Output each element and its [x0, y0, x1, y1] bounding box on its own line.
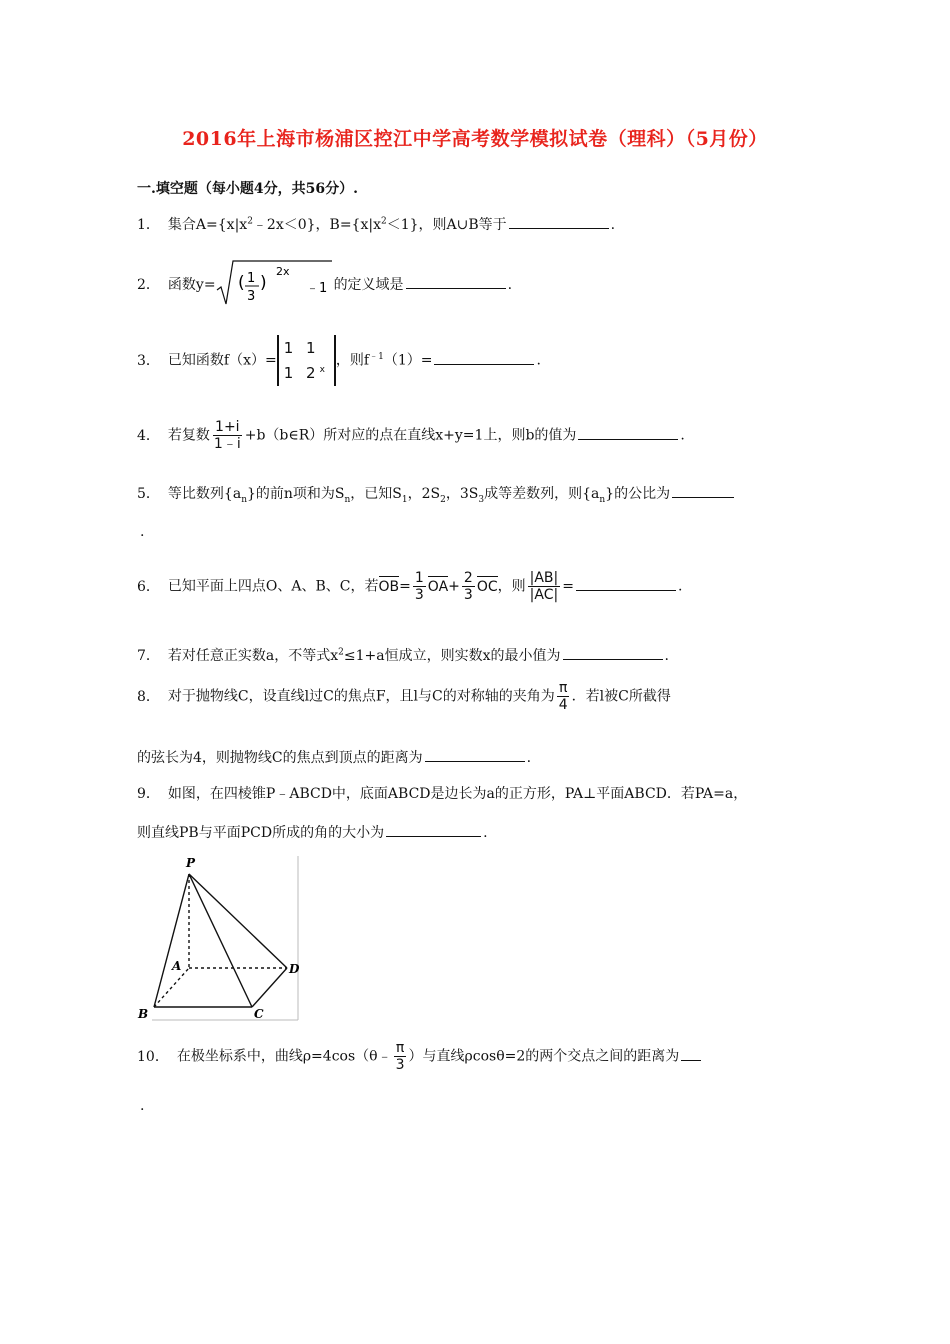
question-1 [137, 214, 615, 234]
answer-blank[interactable] [672, 483, 734, 498]
vector-oc: OC [476, 578, 498, 595]
superscript: x [319, 365, 329, 375]
edge-cd [252, 968, 287, 1007]
vector-ratio [528, 570, 561, 603]
question-text: （1）= [383, 352, 433, 369]
vector-oa: OA [427, 578, 449, 595]
question-end: . [664, 648, 669, 664]
answer-blank[interactable] [576, 576, 676, 591]
question-end: . [536, 352, 541, 369]
question-number: 4． [137, 427, 160, 444]
question-7 [137, 645, 669, 665]
frac-numerator: 1 [246, 271, 255, 286]
question-end: . [680, 427, 685, 444]
question-text: 如图，在四棱锥P﹣ABCD中，底面ABCD是边长为a的正方形，PA⊥平面ABCD．若PA=a， [167, 786, 748, 802]
question-6 [137, 570, 682, 603]
page-title: 2016年上海市杨浦区控江中学高考数学模拟试卷（理科）（5月份） [182, 128, 768, 150]
exponent: 2x [275, 265, 290, 278]
question-9 [137, 783, 747, 803]
question-number: 10． [137, 1048, 169, 1065]
superscript: 2 [247, 216, 253, 227]
question-text: 的定义域是 [333, 277, 404, 293]
question-text: ，则 [497, 578, 526, 595]
question-5-end: . [140, 524, 145, 540]
edge-pd [189, 874, 287, 968]
question-text: ．若l被C所截得 [571, 688, 671, 705]
det-row-1: 1 1 [283, 339, 320, 357]
fraction [413, 570, 426, 603]
frac-denominator: 3 [463, 587, 473, 603]
vertex-label-d: D [289, 962, 300, 976]
question-text: ﹣2x＜0}，B={x|x [252, 217, 381, 233]
question-10 [137, 1040, 703, 1073]
question-text: ，3S [445, 486, 479, 502]
question-end: . [507, 277, 513, 293]
frac-denominator: |AC| [529, 587, 559, 603]
question-text: +b（b∈R）所对应的点在直线x+y=1上，则b的值为 [244, 427, 577, 444]
question-text: ≤1+a恒成立，则实数x的最小值为 [343, 648, 561, 664]
minus-one: ﹣1 [305, 281, 327, 296]
plus-sign: + [448, 578, 460, 595]
question-text: }的前n项和为S [246, 486, 345, 502]
superscript: 2 [380, 216, 387, 227]
superscript: 2 [338, 647, 344, 658]
question-10-end: . [140, 1098, 145, 1114]
superscript: ﹣1 [369, 351, 384, 362]
answer-blank[interactable] [578, 425, 678, 440]
question-end: . [526, 750, 532, 766]
question-text: 若对任意正实数a，不等式x [167, 648, 339, 664]
frac-numerator: 1 [414, 570, 424, 586]
fraction [394, 1040, 407, 1073]
frac-denominator: 3 [246, 289, 255, 304]
question-9-line-2 [137, 822, 488, 842]
frac-numerator: 1+i [215, 419, 240, 435]
question-text: }的公比为 [605, 486, 671, 502]
question-4 [137, 419, 685, 452]
vertex-label-a: A [172, 959, 182, 973]
fraction [212, 419, 243, 452]
question-number: 6． [137, 578, 160, 595]
question-text: 函数y= [167, 277, 216, 293]
question-number: 9． [137, 786, 160, 802]
answer-blank[interactable] [681, 1046, 701, 1061]
frac-numerator: π [558, 680, 568, 696]
svg-text:): ) [259, 273, 267, 293]
question-number: 7． [137, 648, 160, 664]
question-number: 5． [137, 486, 160, 502]
vertex-label-p: P [186, 856, 196, 870]
frac-numerator: π [395, 1040, 405, 1056]
frac-denominator: 4 [558, 697, 568, 713]
determinant [277, 335, 336, 386]
question-text: ＜1}，则A∪B等于 [386, 217, 507, 233]
frac-numerator: 2 [463, 570, 473, 586]
subscript: n [599, 494, 606, 505]
frac-numerator: |AB| [529, 570, 559, 586]
fraction [462, 570, 475, 603]
question-5 [137, 483, 736, 505]
question-number: 8． [137, 688, 160, 705]
det-row-2: 1 2 [283, 364, 320, 382]
frac-denominator: 3 [395, 1057, 405, 1073]
edge-pc [189, 874, 252, 1007]
fraction [557, 680, 570, 713]
answer-blank[interactable] [406, 274, 506, 289]
answer-blank[interactable] [386, 822, 481, 837]
question-text: 的弦长为4，则抛物线C的焦点到顶点的距离为 [137, 750, 423, 766]
question-8-line-2 [137, 747, 531, 767]
question-text: ，则f [335, 352, 370, 369]
question-text: 已知函数f（x）= [167, 352, 277, 369]
vector-ob: OB [378, 578, 400, 595]
pyramid-figure [132, 852, 304, 1024]
question-text: 在极坐标系中，曲线ρ=4cos（θ﹣ [176, 1048, 392, 1065]
answer-blank[interactable] [425, 747, 525, 762]
question-3 [137, 335, 541, 386]
question-text: 对于抛物线C，设直线l过C的焦点F，且l与C的对称轴的夹角为 [167, 688, 555, 705]
question-text: 成等差数列，则{a [484, 486, 600, 502]
question-text: 则直线PB与平面PCD所成的角的大小为 [137, 825, 385, 841]
subscript: 1 [401, 494, 408, 505]
question-text: ，已知S [350, 486, 402, 502]
question-text: ，2S [407, 486, 441, 502]
question-end: . [483, 825, 488, 841]
question-2 [137, 258, 512, 312]
vertex-label-b: B [138, 1007, 149, 1021]
subscript: 2 [440, 494, 446, 505]
question-end: . [677, 578, 683, 595]
sqrt-expression [216, 258, 334, 312]
section-header: 一.填空题（每小题4分，共56分）. [137, 181, 358, 197]
subscript: n [241, 494, 247, 505]
question-text: = [562, 578, 574, 595]
question-text: 已知平面上四点O、A、B、C，若 [167, 578, 379, 595]
question-text: ）与直线ρcosθ=2的两个交点之间的距离为 [408, 1048, 680, 1065]
question-8 [137, 680, 671, 713]
question-text: 集合A={x|x [167, 217, 248, 233]
subscript: n [344, 494, 351, 505]
frac-denominator: 1﹣i [213, 436, 241, 452]
question-text: 等比数列{a [167, 486, 242, 502]
question-number: 2． [137, 277, 160, 293]
sqrt-sign [216, 258, 334, 308]
frac-denominator: 3 [414, 587, 424, 603]
answer-blank[interactable] [509, 214, 609, 229]
vertex-label-c: C [254, 1007, 264, 1021]
equals-sign: = [399, 578, 411, 595]
subscript: 3 [478, 494, 485, 505]
answer-blank[interactable] [563, 645, 663, 660]
question-end: . [610, 217, 616, 233]
svg-text:(: ( [237, 273, 245, 293]
answer-blank[interactable] [434, 350, 534, 365]
question-number: 3． [137, 352, 160, 369]
question-number: 1． [137, 217, 160, 233]
question-text: 若复数 [167, 427, 210, 444]
